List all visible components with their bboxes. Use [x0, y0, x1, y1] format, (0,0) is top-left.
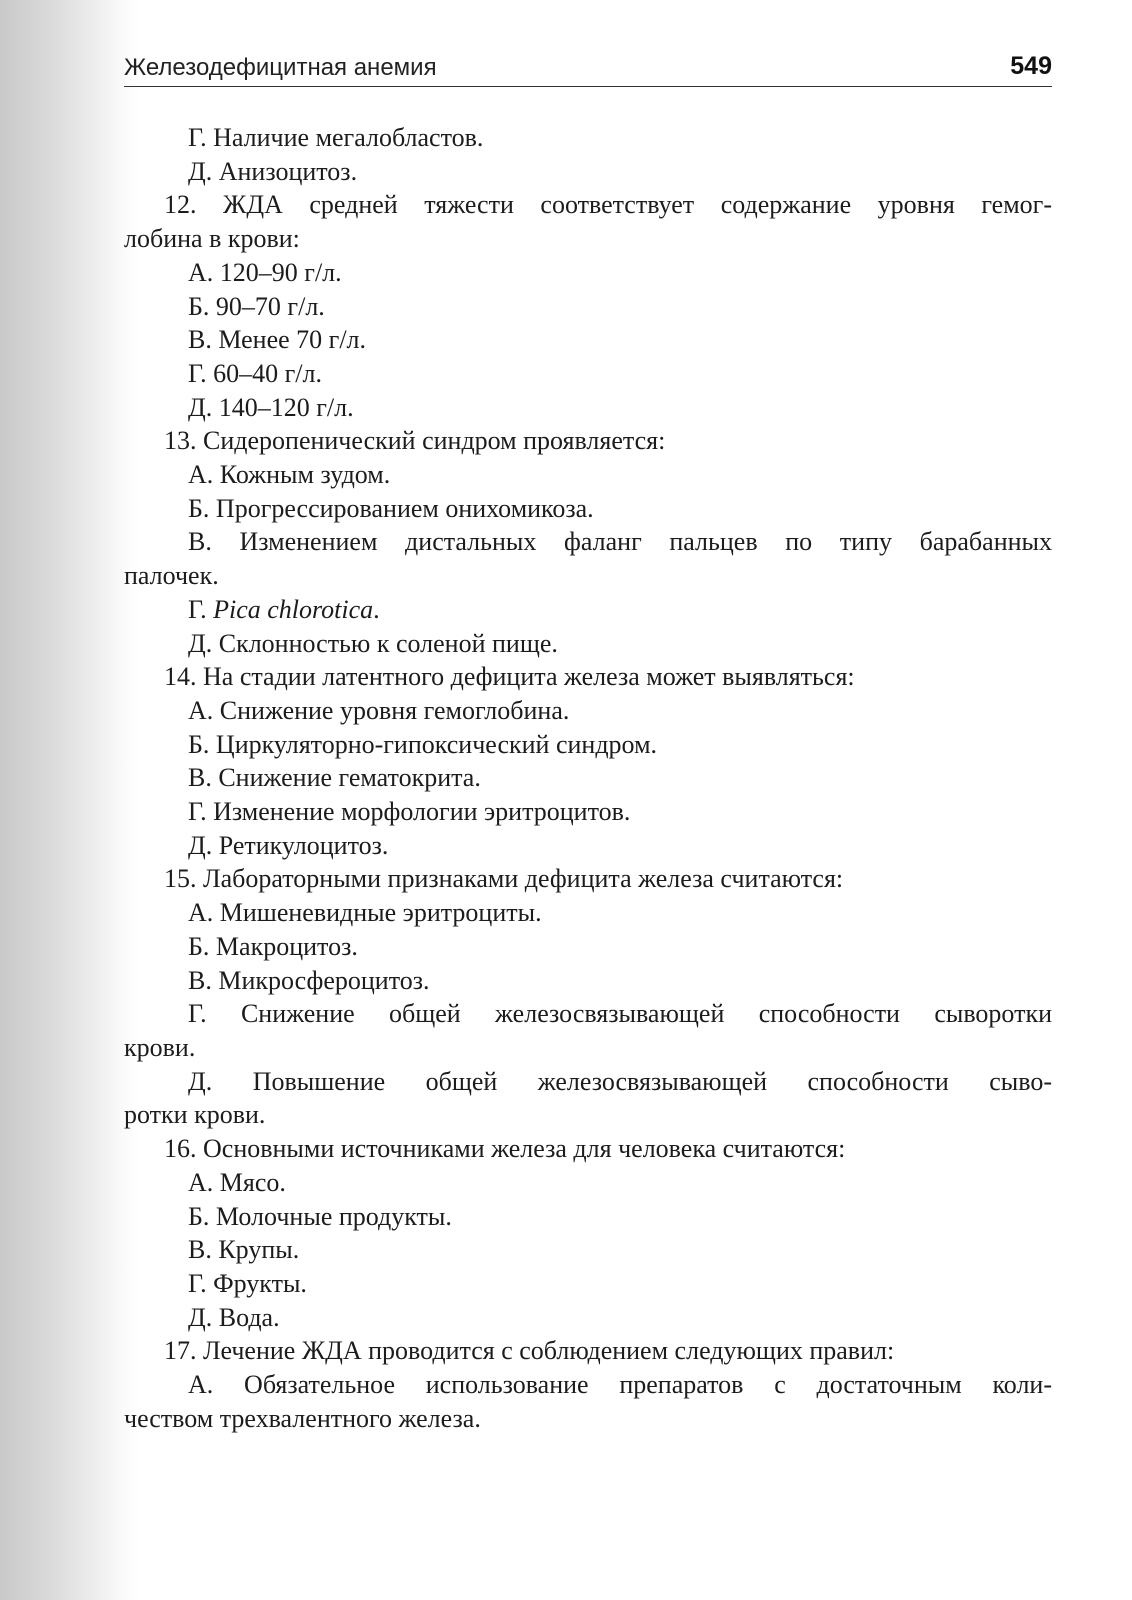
text-line: 13. Сидеропенический синдром проявляется: — [164, 426, 666, 456]
text-line: 17. Лечение ЖДА проводится с соблюдением следующих правил: — [164, 1336, 895, 1366]
text-line-suffix: . — [373, 594, 380, 624]
text-line: Г. Изменение морфологии эритроцитов. — [188, 797, 631, 827]
text-line: Д. Повышение общей железосвязывающей способности сыво- — [188, 1066, 1052, 1096]
text-line: В. Изменением дистальных фаланг пальцев по типу барабанных — [188, 527, 1052, 557]
text-line: А. Кожным зудом. — [188, 460, 391, 490]
text-line: лобина в крови: — [124, 224, 300, 254]
book-page — [124, 50, 1052, 1433]
text-line: В. Снижение гематокрита. — [188, 763, 481, 793]
text-line: Г. Наличие мегалобластов. — [188, 123, 484, 152]
text-line: чеством трехвалентного железа. — [124, 1403, 481, 1433]
text-line: Г. Фрукты. — [188, 1268, 307, 1298]
text-line: Б. Прогрессированием онихомикоза. — [188, 493, 594, 523]
text-line: Б. Циркуляторно-гипоксический синдром. — [188, 729, 658, 759]
page-body-text — [124, 121, 1052, 1435]
text-line: Д. Склонностью к соленой пище. — [188, 628, 558, 658]
page-binding-shadow — [0, 0, 140, 1600]
text-line: В. Менее 70 г/л. — [188, 325, 367, 355]
text-line: Д. Вода. — [188, 1302, 280, 1332]
text-line: 16. Основными источниками железа для человека считаются: — [164, 1134, 846, 1164]
text-line: А. Мишеневидные эритроциты. — [188, 898, 542, 928]
text-line-prefix: Г. — [188, 594, 214, 624]
text-line: В. Крупы. — [188, 1235, 300, 1265]
italic-term: Pica chlorotica — [213, 594, 374, 624]
running-title: Железодефицитная анемия — [124, 54, 437, 81]
text-line: палочек. — [124, 561, 219, 591]
text-line: Д. Ретикулоцитоз. — [188, 830, 389, 860]
text-line: Д. Анизоцитоз. — [188, 156, 358, 186]
text-line: Г. Снижение общей железосвязывающей способности сыворотки — [188, 999, 1052, 1029]
text-line: 15. Лабораторными признаками дефицита железа считаются: — [164, 864, 844, 894]
text-line: ротки крови. — [124, 1100, 266, 1130]
text-line: А. Мясо. — [188, 1167, 286, 1197]
text-line: Б. Макроцитоз. — [188, 931, 358, 961]
text-line — [124, 593, 1052, 627]
text-line: В. Микросфероцитоз. — [188, 965, 430, 995]
text-line: 14. На стадии латентного дефицита железа может выявляться: — [164, 662, 855, 692]
page-number: 549 — [1010, 52, 1052, 80]
text-line: 12. ЖДА средней тяжести соответствует содержание уровня гемог- — [164, 190, 1052, 220]
text-line: крови. — [124, 1032, 196, 1062]
text-line: Б. 90–70 г/л. — [188, 291, 325, 321]
text-line: А. Обязательное использование препаратов с достаточным коли- — [188, 1370, 1052, 1400]
page-header — [124, 50, 1052, 87]
text-line: Г. 60–40 г/л. — [188, 358, 322, 388]
text-line: А. Снижение уровня гемоглобина. — [188, 695, 570, 725]
text-line: А. 120–90 г/л. — [188, 257, 342, 287]
text-line: Б. Молочные продукты. — [188, 1201, 452, 1231]
text-line: Д. 140–120 г/л. — [188, 392, 354, 422]
